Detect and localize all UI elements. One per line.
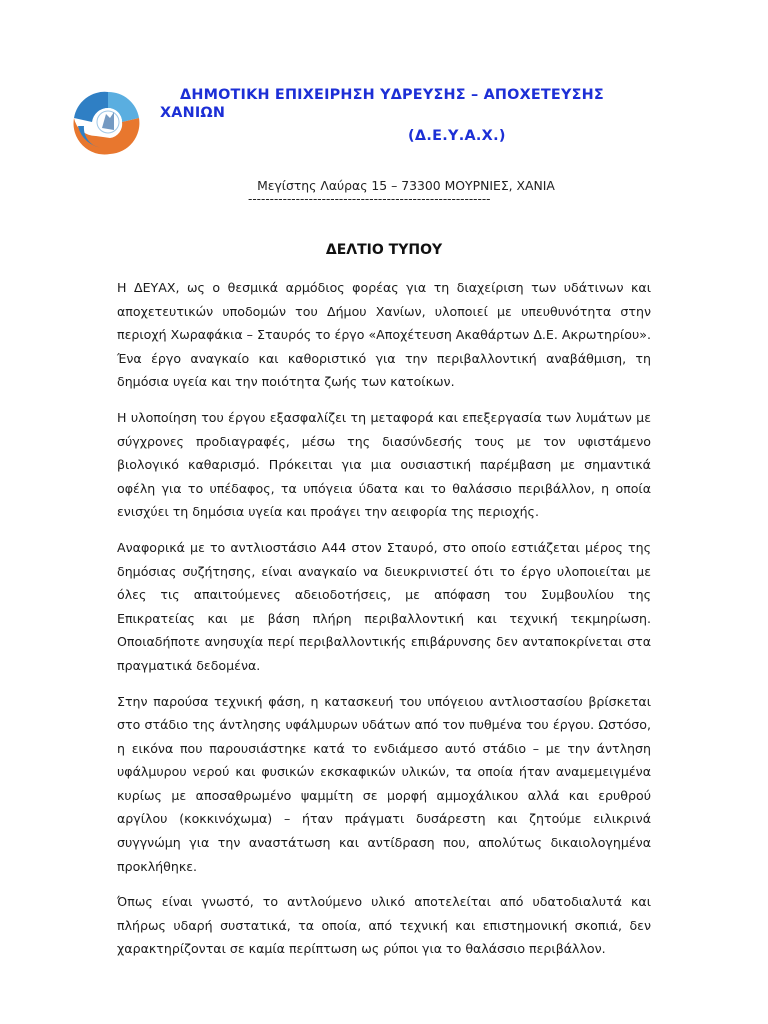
body-paragraph: Η ΔΕΥΑΧ, ως ο θεσμικά αρμόδιος φορέας για τη διαχείριση των υδάτινων και αποχετευτικών υποδομών του Δήμου Χανίων, υλοποιεί με υπευθυνότητα στην περιοχή Χωραφάκια – Σταυρός το έργο «Αποχέτευση Ακαθάρτων Δ.Ε. Ακρωτηρίου». Ένα έργο αναγκαίο και καθοριστικό για την περιβαλλοντική αναβάθμιση, τη δημόσια υγεία και την ποιότητα ζωής των κατοίκων. (117, 280, 651, 390)
press-release-body (117, 276, 651, 973)
deyax-logo-icon (70, 88, 146, 158)
header-divider: -------------------------------------------------------- (248, 192, 491, 206)
organization-name (160, 86, 640, 122)
press-release-title: ΔΕΛΤΙΟ ΤΥΠΟΥ (325, 242, 443, 258)
body-paragraph: Όπως είναι γνωστό, το αντλούμενο υλικό αποτελείται από υδατοδιαλυτά και πλήρως υδαρή συστατικά, τα οποία, από τεχνική και επιστημονική σκοπιά, δεν χαρακτηρίζονται σε καμία περίπτωση ως ρύποι για το θαλάσσιο περιβάλλον. (117, 894, 651, 957)
organization-address: Μεγίστης Λαύρας 15 – 73300 ΜΟΥΡΝΙΕΣ, ΧΑΝΙΑ (257, 178, 555, 193)
body-paragraph: Στην παρούσα τεχνική φάση, η κατασκευή του υπόγειου αντλιοστασίου βρίσκεται στο στάδιο της άντλησης υφάλμυρων υδάτων από τον πυθμένα του έργου. Ωστόσο, η εικόνα που παρουσιάστηκε κατά το ενδιάμεσο αυτό στάδιο – με την άντληση υφάλμυρου νερού και φυσικών εκσκαφικών υλικών, τα οποία ήταν αναμεμειγμένα κυρίως με αποσαθρωμένο ψαμμίτη σε μορφή αμμοχάλικου αλλά και ερυθρού αργίλου (κοκκινόχωμα) – ήταν πράγματι δυσάρεστη και ζητούμε ειλικρινά συγγνώμη για την αναστάτωση και αντίδραση που, απολύτως δικαιολογημένα προκλήθηκε. (117, 693, 651, 874)
organization-name-line2: ΧΑΝΙΩΝ (160, 105, 226, 121)
body-paragraph: Αναφορικά με το αντλιοστάσιο Α44 στον Σταυρό, στο οποίο εστιάζεται μέρος της δημόσιας συζήτησης, είναι αναγκαίο να διευκρινιστεί ότι το έργο υλοποιείται με όλες τις απαιτούμενες αδειοδοτήσεις, με απόφαση του Συμβουλίου της Επικρατείας και με βάση πλήρη περιβαλλοντική και τεχνική τεκμηρίωση. Οποιαδήποτε ανησυχία περί περιβαλλοντικής επιβάρυνσης δεν ανταποκρίνεται στα πραγματικά δεδομένα. (117, 539, 651, 673)
organization-abbreviation: (Δ.Ε.Υ.Α.Χ.) (408, 128, 506, 144)
body-paragraph: Η υλοποίηση του έργου εξασφαλίζει τη μεταφορά και επεξεργασία των λυμάτων με σύγχρονες προδιαγραφές, μέσω της διασύνδεσής τους με τον υφιστάμενο βιολογικό καθαρισμό. Πρόκειται για μια ουσιαστική παρέμβαση με σημαντικά οφέλη για το υπέδαφος, τα υπόγεια ύδατα και το θαλάσσιο περιβάλλον, η οποία ενισχύει τη δημόσια υγεία και προάγει την αειφορία της περιοχής. (117, 409, 651, 520)
organization-name-line1: ΔΗΜΟΤΙΚΗ ΕΠΙΧΕΙΡΗΣΗ ΥΔΡΕΥΣΗΣ – ΑΠΟΧΕΤΕΥΣΗΣ (180, 87, 604, 103)
